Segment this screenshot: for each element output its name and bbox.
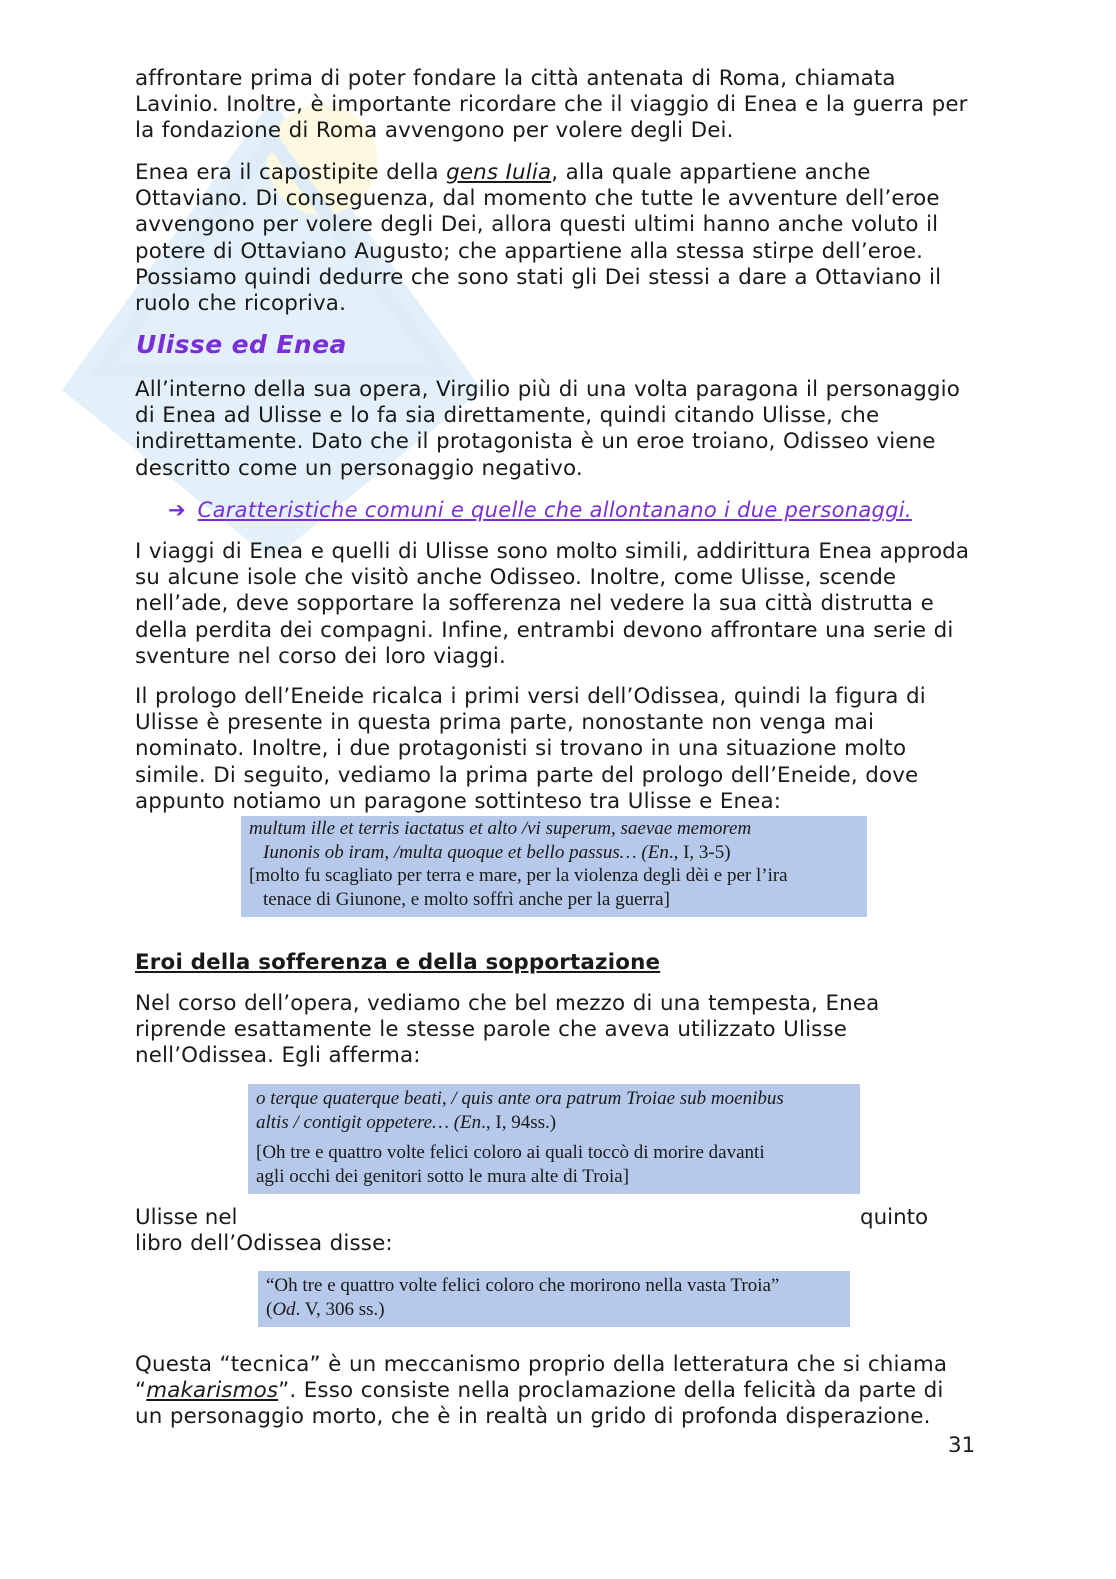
paragraph-ulisse-right: quinto: [860, 1205, 929, 1230]
quote-block-eneide-prologue: [241, 816, 867, 917]
bullet-link[interactable]: Caratteristiche comuni e quelle che allontanano i due personaggi.: [197, 498, 912, 522]
quote-line: “Oh tre e quattro volte felici coloro che morirono nella vasta Troia”: [266, 1275, 780, 1296]
arrow-right-icon: ➔: [168, 498, 186, 522]
quote-block-eneide-tempest: [248, 1084, 860, 1194]
paragraph-prologo: Il prologo dell’Eneide ricalca i primi versi dell’Odissea, quindi la figura di Ulisse è presente in questa prima parte, nonostante non venga mai nominato. Inoltre, i due protagonisti si trovano in una situazione molto simile. Di seguito, vediamo la prima parte del prologo dell’Eneide, dove appunto notiamo un paragone sottinteso tra Ulisse e Enea:: [135, 684, 926, 814]
quote-line: Iunonis ob iram, /multa quoque et bello passus… (En., I, 3-5): [263, 841, 731, 863]
subsection-heading: Eroi della sofferenza e della sopportazione: [135, 950, 661, 975]
paragraph-ulisse-line2: libro dell’Odissea disse:: [135, 1231, 393, 1256]
paragraph-virgilio: All’interno della sua opera, Virgilio più di una volta paragona il personaggio di Enea ad Ulisse e lo fa sia direttamente, quindi citando Ulisse, che indirettamente. Dato che il protagonista è un eroe troiano, Odisseo viene descritto come un personaggio negativo.: [135, 377, 960, 481]
paragraph-intro: affrontare prima di poter fondare la città antenata di Roma, chiamata Lavinio. Inoltre, è importante ricordare che il viaggio di Enea e la guerra per la fondazione di Roma avvengono per volere degli Dei.: [135, 66, 968, 144]
quote-translation: agli occhi dei genitori sotto le mura alte di Troia]: [256, 1165, 630, 1187]
paragraph-viaggi: I viaggi di Enea e quelli di Ulisse sono molto simili, addirittura Enea approda su alcune isole che visitò anche Odisseo. Inoltre, come Ulisse, scende nell’ade, deve sopportare la sofferenza nel vedere la sua città distrutta e della perdita dei compagni. Infine, entrambi devono affrontare una serie di sventure nel corso dei loro viaggi.: [135, 539, 970, 669]
paragraph-tempesta: Nel corso dell’opera, vediamo che bel mezzo di una tempesta, Enea riprende esattamente le stesse parole che aveva utilizzato Ulisse nell’Odissea. Egli afferma:: [135, 991, 880, 1069]
quote-line: altis / contigit oppetere… (En., I, 94ss.): [256, 1111, 557, 1133]
term-gens-iulia: gens Iulia: [446, 160, 552, 185]
bullet-item: [168, 497, 912, 523]
section-heading: Ulisse ed Enea: [136, 330, 347, 359]
paragraph-gens-iulia: Enea era il capostipite della gens Iulia, alla quale appartiene anche Ottaviano. Di conseguenza, dal momento che tutte le avventure dell’eroe avvengono per volere degli Dei, allora questi ultimi hanno anche voluto il potere di Ottaviano Augusto; che appartiene alla stessa stirpe dell’eroe. Possiamo quindi dedurre che sono stati gli Dei stessi a dare a Ottaviano il ruolo che ricopriva.: [135, 160, 942, 317]
paragraph-ulisse-left: Ulisse nel: [135, 1205, 238, 1230]
quote-ref: (Od. V, 306 ss.): [266, 1298, 385, 1320]
term-makarismos: makarismos: [146, 1378, 279, 1404]
quote-line: o terque quaterque beati, / quis ante ora patrum Troiae sub moenibus: [256, 1088, 784, 1109]
quote-translation: [molto fu scagliato per terra e mare, per la violenza degli dèi e per l’ira: [249, 865, 788, 886]
paragraph-makarismos: Questa “tecnica” è un meccanismo proprio della letteratura che si chiama “makarismos”. Esso consiste nella proclamazione della felicità da parte di un personaggio morto, che è in realtà un grido di profonda disperazione.: [135, 1352, 948, 1430]
quote-block-odissea: [258, 1271, 850, 1327]
quote-line: multum ille et terris iactatus et alto /vi superum, saevae memorem: [249, 818, 752, 839]
quote-translation: tenace di Giunone, e molto soffrì anche per la guerra]: [263, 888, 670, 910]
page-number: 31: [948, 1433, 976, 1458]
quote-translation: [Oh tre e quattro volte felici coloro ai quali toccò di morire davanti: [256, 1142, 765, 1163]
